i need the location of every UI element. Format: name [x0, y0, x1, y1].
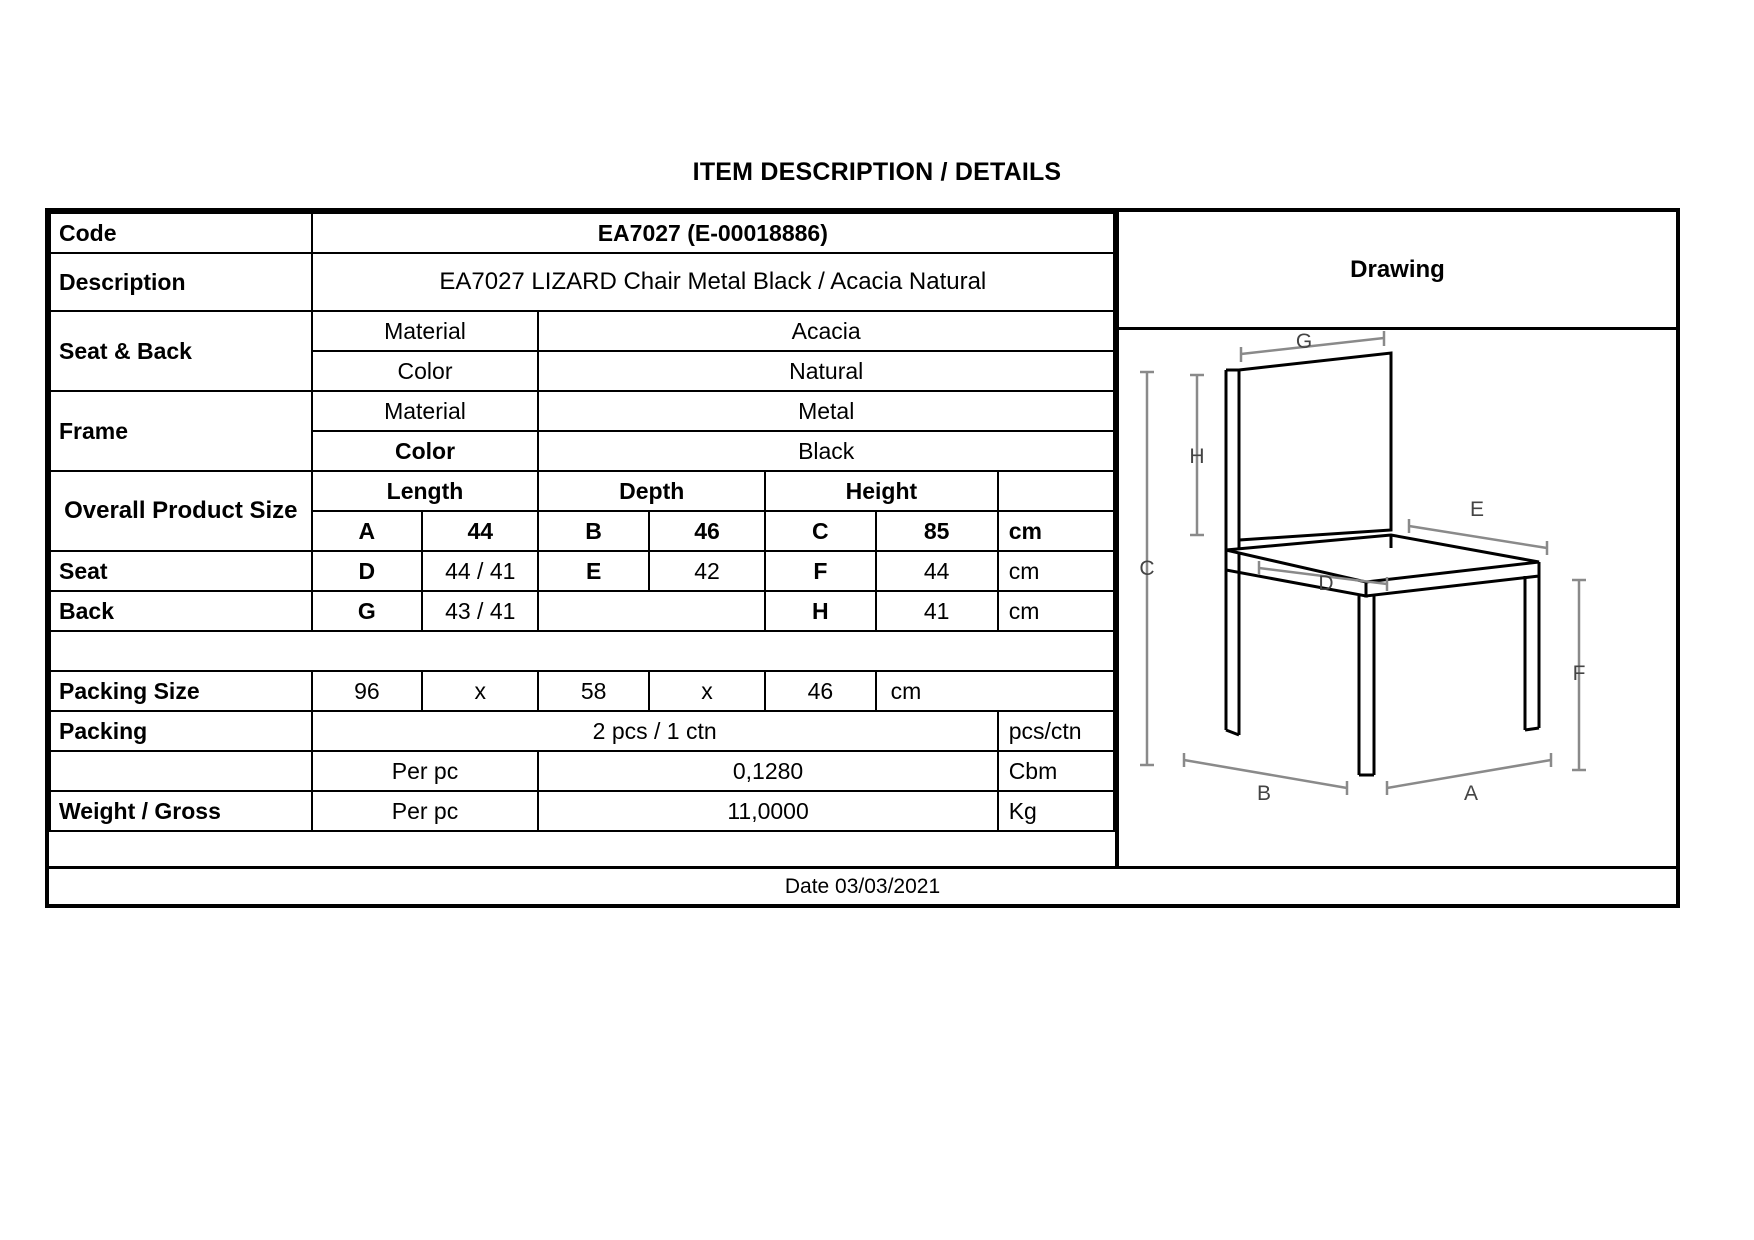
- overall-length-value: 44: [422, 511, 538, 551]
- cbm-label: [50, 751, 312, 791]
- description-label: Description: [50, 253, 312, 311]
- dim-label-f: F: [1572, 662, 1586, 685]
- overall-depth-value: 46: [649, 511, 765, 551]
- table-row-cbm: [50, 751, 1114, 791]
- back-height-value: 41: [876, 591, 998, 631]
- packing-size-x2: x: [649, 671, 765, 711]
- overall-header-unit-blank: [998, 471, 1114, 511]
- overall-depth-code: B: [538, 511, 648, 551]
- cbm-perpc-label: Per pc: [312, 751, 539, 791]
- packing-size-depth: 58: [538, 671, 648, 711]
- table-row-frame-material: [50, 391, 1114, 431]
- table-row-packing: [50, 711, 1114, 751]
- packing-size-label: Packing Size: [50, 671, 312, 711]
- dim-label-b: B: [1256, 782, 1272, 805]
- spec-table-column: [49, 212, 1119, 866]
- seat-height-value: 44: [876, 551, 998, 591]
- overall-size-label: Overall Product Size: [50, 471, 312, 551]
- table-row-overall-headers: [50, 471, 1114, 511]
- frame-label: Frame: [50, 391, 312, 471]
- dim-label-g: G: [1295, 330, 1313, 353]
- description-value: EA7027 LIZARD Chair Metal Black / Acacia Natural: [312, 253, 1114, 311]
- weight-value: 11,0000: [538, 791, 997, 831]
- seat-depth-value: 42: [649, 551, 765, 591]
- seat-unit: cm: [998, 551, 1114, 591]
- dim-label-c: C: [1139, 557, 1155, 580]
- table-row-description: [50, 253, 1114, 311]
- depth-header: Depth: [538, 471, 765, 511]
- spec-sheet-body: [49, 212, 1676, 866]
- seat-back-color-value: Natural: [538, 351, 1114, 391]
- cbm-value: 0,1280: [538, 751, 997, 791]
- chair-drawing: [1119, 330, 1676, 866]
- frame-material-label: Material: [312, 391, 539, 431]
- packing-label: Packing: [50, 711, 312, 751]
- height-header: Height: [765, 471, 998, 511]
- overall-unit: cm: [998, 511, 1114, 551]
- packing-size-width: 96: [312, 671, 422, 711]
- back-depth-value: [538, 591, 765, 631]
- seat-length-value: 44 / 41: [422, 551, 538, 591]
- drawing-header: Drawing: [1119, 212, 1676, 330]
- back-length-value: 43 / 41: [422, 591, 538, 631]
- back-unit: cm: [998, 591, 1114, 631]
- table-row-packing-size: [50, 671, 1114, 711]
- spec-sheet-frame: [45, 208, 1680, 908]
- overall-height-code: C: [765, 511, 875, 551]
- back-height-code: H: [765, 591, 875, 631]
- seat-back-material-value: Acacia: [538, 311, 1114, 351]
- table-row-back: [50, 591, 1114, 631]
- seat-back-label: Seat & Back: [50, 311, 312, 391]
- code-value: EA7027 (E-00018886): [312, 213, 1114, 253]
- weight-unit: Kg: [998, 791, 1114, 831]
- packing-value: 2 pcs / 1 ctn: [312, 711, 998, 751]
- cbm-unit: Cbm: [998, 751, 1114, 791]
- frame-color-label: Color: [312, 431, 539, 471]
- overall-height-value: 85: [876, 511, 998, 551]
- dim-label-h: H: [1189, 445, 1205, 468]
- table-row-spacer: [50, 631, 1114, 671]
- overall-length-code: A: [312, 511, 422, 551]
- back-length-code: G: [312, 591, 422, 631]
- chair-diagram-svg: [1119, 330, 1676, 866]
- weight-label: Weight / Gross: [50, 791, 312, 831]
- packing-unit: pcs/ctn: [998, 711, 1114, 751]
- seat-back-color-label: Color: [312, 351, 539, 391]
- spec-table: [49, 212, 1115, 832]
- seat-label: Seat: [50, 551, 312, 591]
- table-row-code: [50, 213, 1114, 253]
- dim-label-a: A: [1463, 782, 1479, 805]
- page-title: ITEM DESCRIPTION / DETAILS: [692, 158, 1062, 186]
- code-label: Code: [50, 213, 312, 253]
- table-row-weight: [50, 791, 1114, 831]
- packing-size-unit: cm: [876, 671, 1114, 711]
- packing-size-height: 46: [765, 671, 875, 711]
- seat-length-code: D: [312, 551, 422, 591]
- table-row-seat: [50, 551, 1114, 591]
- seat-back-material-label: Material: [312, 311, 539, 351]
- packing-size-x1: x: [422, 671, 538, 711]
- length-header: Length: [312, 471, 539, 511]
- frame-color-value: Black: [538, 431, 1114, 471]
- seat-height-code: F: [765, 551, 875, 591]
- date-footer: Date 03/03/2021: [49, 866, 1676, 904]
- frame-material-value: Metal: [538, 391, 1114, 431]
- table-row-seatback-material: [50, 311, 1114, 351]
- weight-perpc-label: Per pc: [312, 791, 539, 831]
- drawing-column: [1119, 212, 1676, 866]
- dim-label-d: D: [1318, 572, 1334, 595]
- dim-label-e: E: [1469, 498, 1485, 521]
- seat-depth-code: E: [538, 551, 648, 591]
- back-label: Back: [50, 591, 312, 631]
